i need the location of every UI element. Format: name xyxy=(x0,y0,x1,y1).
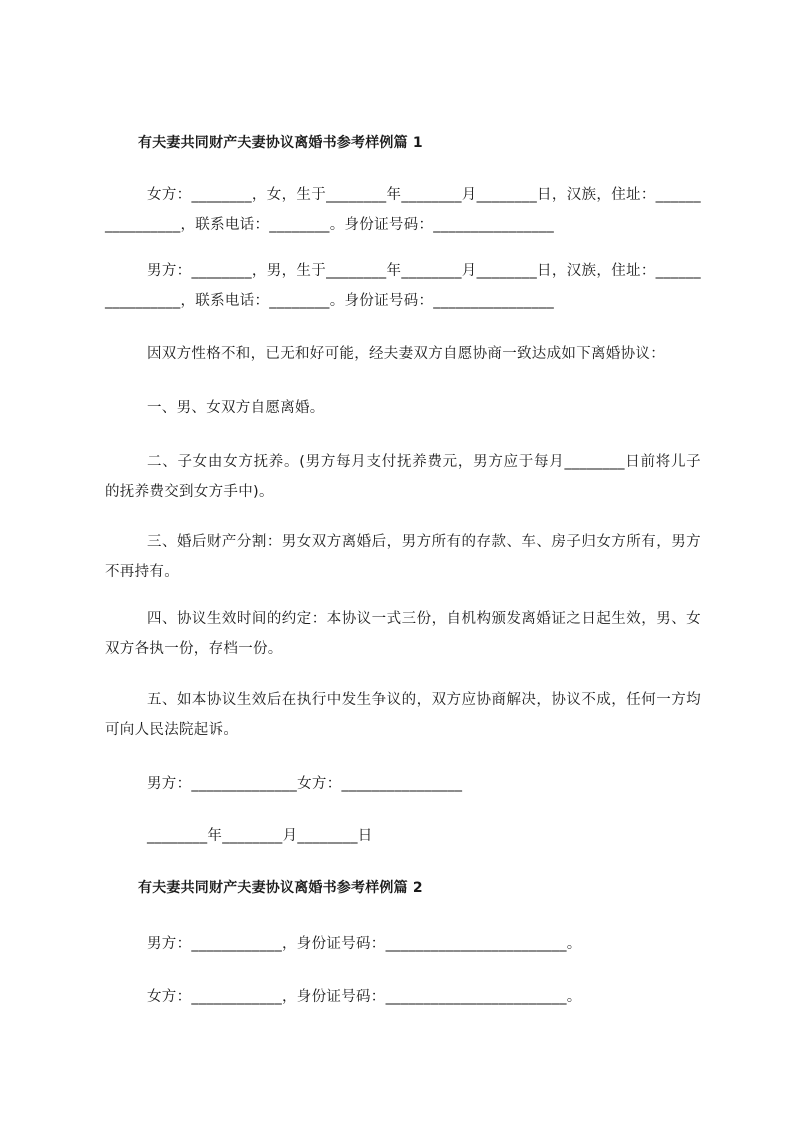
date-line: ________年________月________日 xyxy=(147,828,373,844)
signature-line: 男方：______________女方：________________ xyxy=(147,776,463,792)
clause-4-paragraph: 四、协议生效时间的约定：本协议一式三份，自机构颁发离婚证之日起生效，男、女双方各执一份，存档一份。 xyxy=(105,611,701,657)
clause-1-paragraph: 一、男、女双方自愿离婚。 xyxy=(147,400,325,416)
section-1-title: 有夫妻共同财产夫妻协议离婚书参考样例篇 1 xyxy=(138,135,423,151)
female-info-paragraph: 女方：________，女，生于________年________月________日，汉族，住址：________________，联系电话：________。身份证号码：________________ xyxy=(105,187,701,233)
section-2-title: 有夫妻共同财产夫妻协议离婚书参考样例篇 2 xyxy=(138,880,423,896)
male-id-line: 男方：____________，身份证号码：________________________。 xyxy=(147,936,582,952)
female-id-line: 女方：____________，身份证号码：________________________。 xyxy=(147,989,582,1005)
clause-2-paragraph: 二、子女由女方抚养。(男方每月支付抚养费元，男方应于每月________日前将儿子的抚养费交到女方手中)。 xyxy=(105,454,701,500)
clause-5-paragraph: 五、如本协议生效后在执行中发生争议的，双方应协商解决，协议不成，任何一方均可向人民法院起诉。 xyxy=(105,692,701,738)
male-info-paragraph: 男方：________，男，生于________年________月________日，汉族，住址：________________，联系电话：________。身份证号码：________________ xyxy=(105,263,701,309)
clause-3-paragraph: 三、婚后财产分割：男女双方离婚后，男方所有的存款、车、房子归女方所有，男方不再持有。 xyxy=(105,534,701,580)
preamble-paragraph: 因双方性格不和，已无和好可能，经夫妻双方自愿协商一致达成如下离婚协议： xyxy=(147,346,665,362)
